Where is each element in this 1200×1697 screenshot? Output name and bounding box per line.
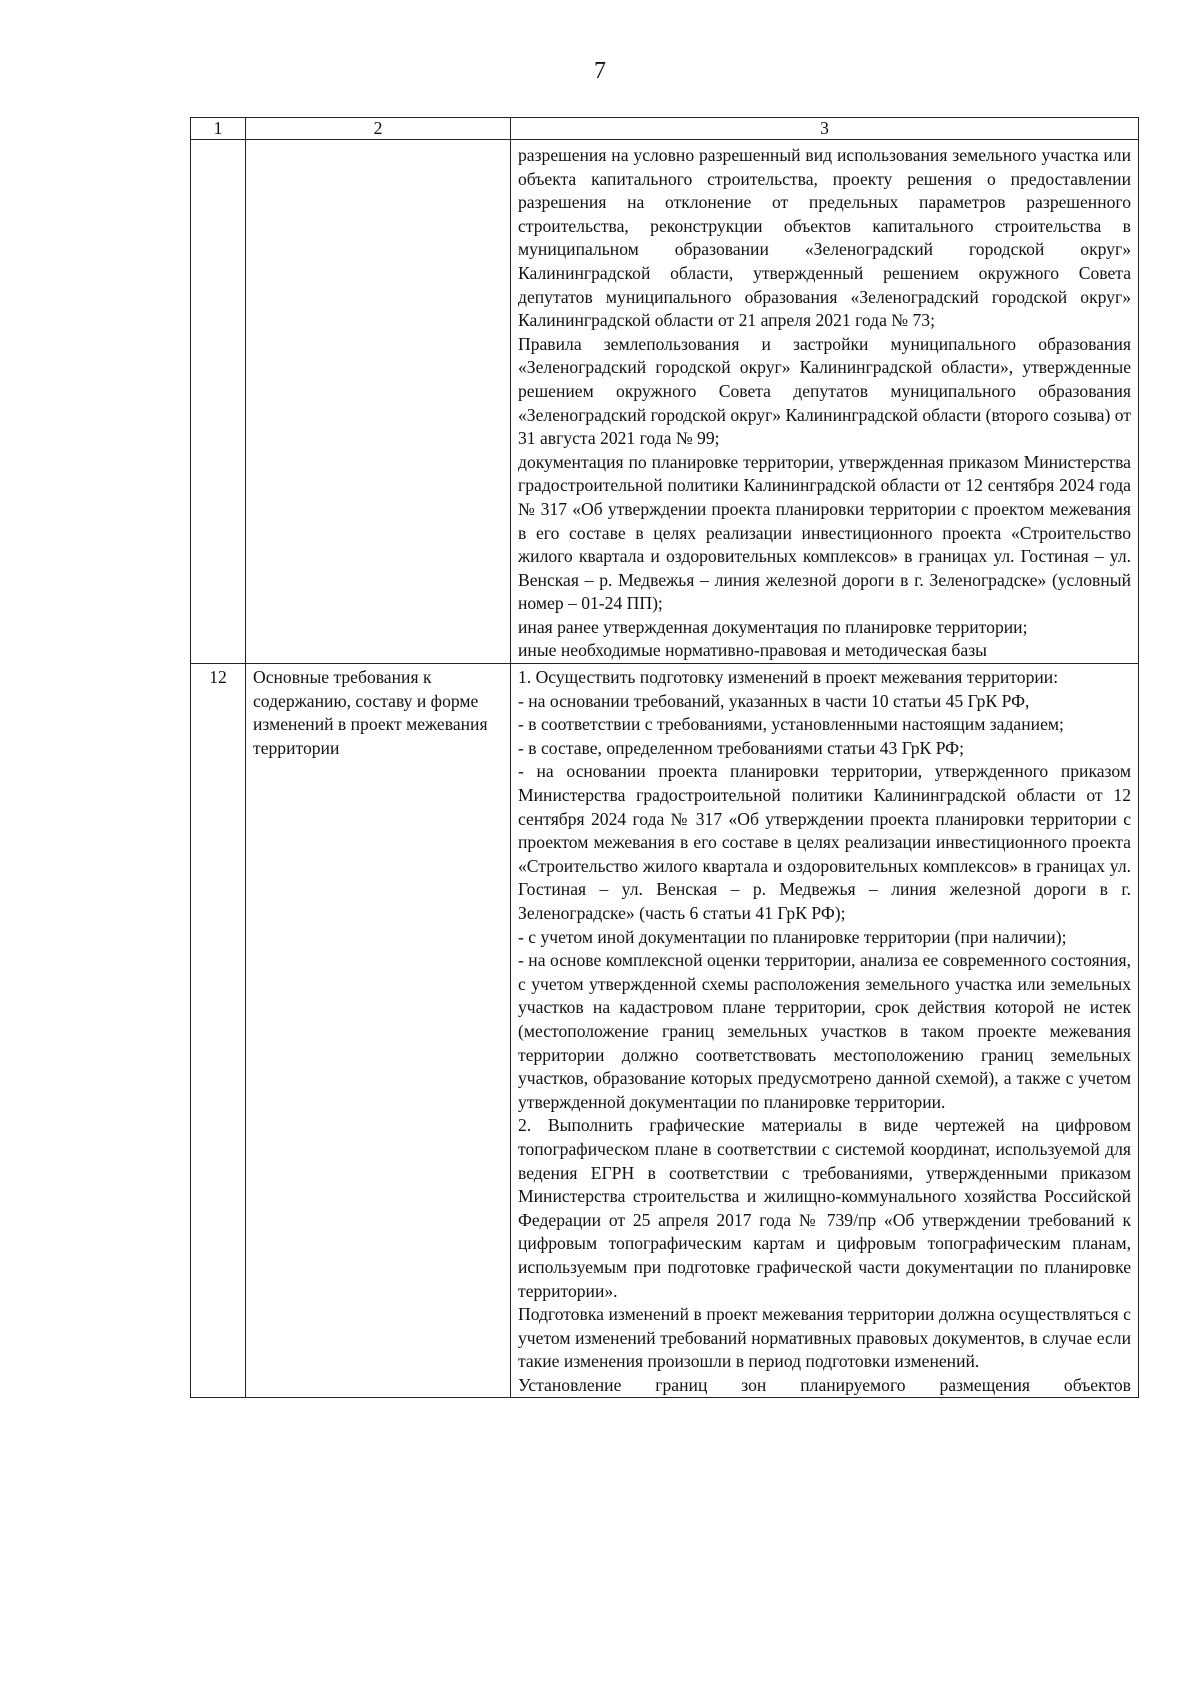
row-number-cell (191, 140, 246, 664)
paragraph: 2. Выполнить графические материалы в виде чертежей на цифровом топографическом плане в соответствии с системой координат, используемой для ведения ЕГРН в соответствии с требованиями, утвержденными приказом Министерства строительства и жилищно-коммунального хозяйства Российской Федерации от 25 апреля 2017 года № 739/пр «Об утверждении требований к цифровым топографическим картам и цифровым топографическим планам, используемым при подготовке графической части документации по планировке территории». (518, 1115, 1131, 1301)
paragraph: иные необходимые нормативно-правовая и методическая базы (518, 640, 987, 661)
paragraph: - на основании требований, указанных в части 10 статьи 45 ГрК РФ, (518, 690, 1030, 711)
table-header-row (191, 118, 1139, 140)
table-row-12 (191, 664, 1139, 1398)
paragraph: Правила землепользования и застройки муниципального образования «Зеленоградский городской округ» Калининградской области», утвержденные решением окружного Совета депутатов муниципального образования «Зеленоградский городской округ» Калининградской области (второго созыва) от 31 августа 2021 года № 99; (518, 333, 1131, 449)
paragraph: Подготовка изменений в проект межевания территории должна осуществляться с учетом изменений требований нормативных правовых документов, в случае если такие изменения произошли в период подготовки изменений. (518, 1304, 1131, 1372)
column-header-3: 3 (511, 118, 1139, 140)
paragraph: - в составе, определенном требованиями статьи 43 ГрК РФ; (518, 737, 964, 758)
column-header-2: 2 (246, 118, 511, 140)
paragraph: 1. Осуществить подготовку изменений в проект межевания территории: (518, 667, 1059, 688)
paragraph: разрешения на условно разрешенный вид использования земельного участка или объекта капитального строительства, проекту решения о предоставлении разрешения на отклонение от предельных параметров разрешенного строительства, реконструкции объектов капитального строительства в муниципальном образовании «Зеленоградский городской округ» Калининградской области, утвержденный решением окружного Совета депутатов муниципального образования «Зеленоградский городской округ» Калининградской области от 21 апреля 2021 года № 73; (518, 145, 1131, 331)
table-row-continued (191, 140, 1139, 664)
paragraph: - с учетом иной документации по планировке территории (при наличии); (518, 926, 1067, 947)
requirements-table (190, 117, 1139, 1398)
page-number: 7 (594, 58, 606, 84)
row-name-cell: Основные требования к содержанию, составу и форме изменений в проект межевания территории (246, 664, 511, 1398)
paragraph: - в соответствии с требованиями, установленными настоящим заданием; (518, 714, 1064, 735)
paragraph: Установление границ зон планируемого размещения объектов (518, 1374, 1131, 1395)
paragraph: документация по планировке территории, утвержденная приказом Министерства градостроительной политики Калининградской области от 12 сентября 2024 года № 317 «Об утверждении проекта планировки территории с проектом межевания в его составе в целях реализации инвестиционного проекта «Строительство жилого квартала и оздоровительных комплексов» в границах ул. Гостиная – ул. Венская – р. Медвежья – линия железной дороги в г. Зеленоградске» (условный номер – 01-24 ПП); (518, 451, 1131, 614)
row-name-cell (246, 140, 511, 664)
paragraph: - на основании проекта планировки территории, утвержденного приказом Министерства градостроительной политики Калининградской области от 12 сентября 2024 года № 317 «Об утверждении проекта планировки территории с проектом межевания в его составе в целях реализации инвестиционного проекта «Строительство жилого квартала и оздоровительных комплексов» в границах ул. Гостиная – ул. Венская – р. Медвежья – линия железной дороги в г. Зеленоградске» (часть 6 статьи 41 ГрК РФ); (518, 761, 1131, 923)
column-header-1: 1 (191, 118, 246, 140)
row-content-cell (511, 140, 1139, 664)
paragraph: иная ранее утвержденная документация по планировке территории; (518, 616, 1028, 637)
row-number-cell: 12 (191, 664, 246, 1398)
row-content-cell (511, 664, 1139, 1398)
paragraph: - на основе комплексной оценки территории, анализа ее современного состояния, с учетом утвержденной схемы расположения земельного участка или земельных участков на кадастровом плане территории, срок действия которой не истек (местоположение границ земельных участков в таком проекте межевания территории должно соответствовать местоположению границ земельных участков, образование которых предусмотрено данной схемой), а также с учетом утвержденной документации по планировке территории. (518, 950, 1131, 1112)
